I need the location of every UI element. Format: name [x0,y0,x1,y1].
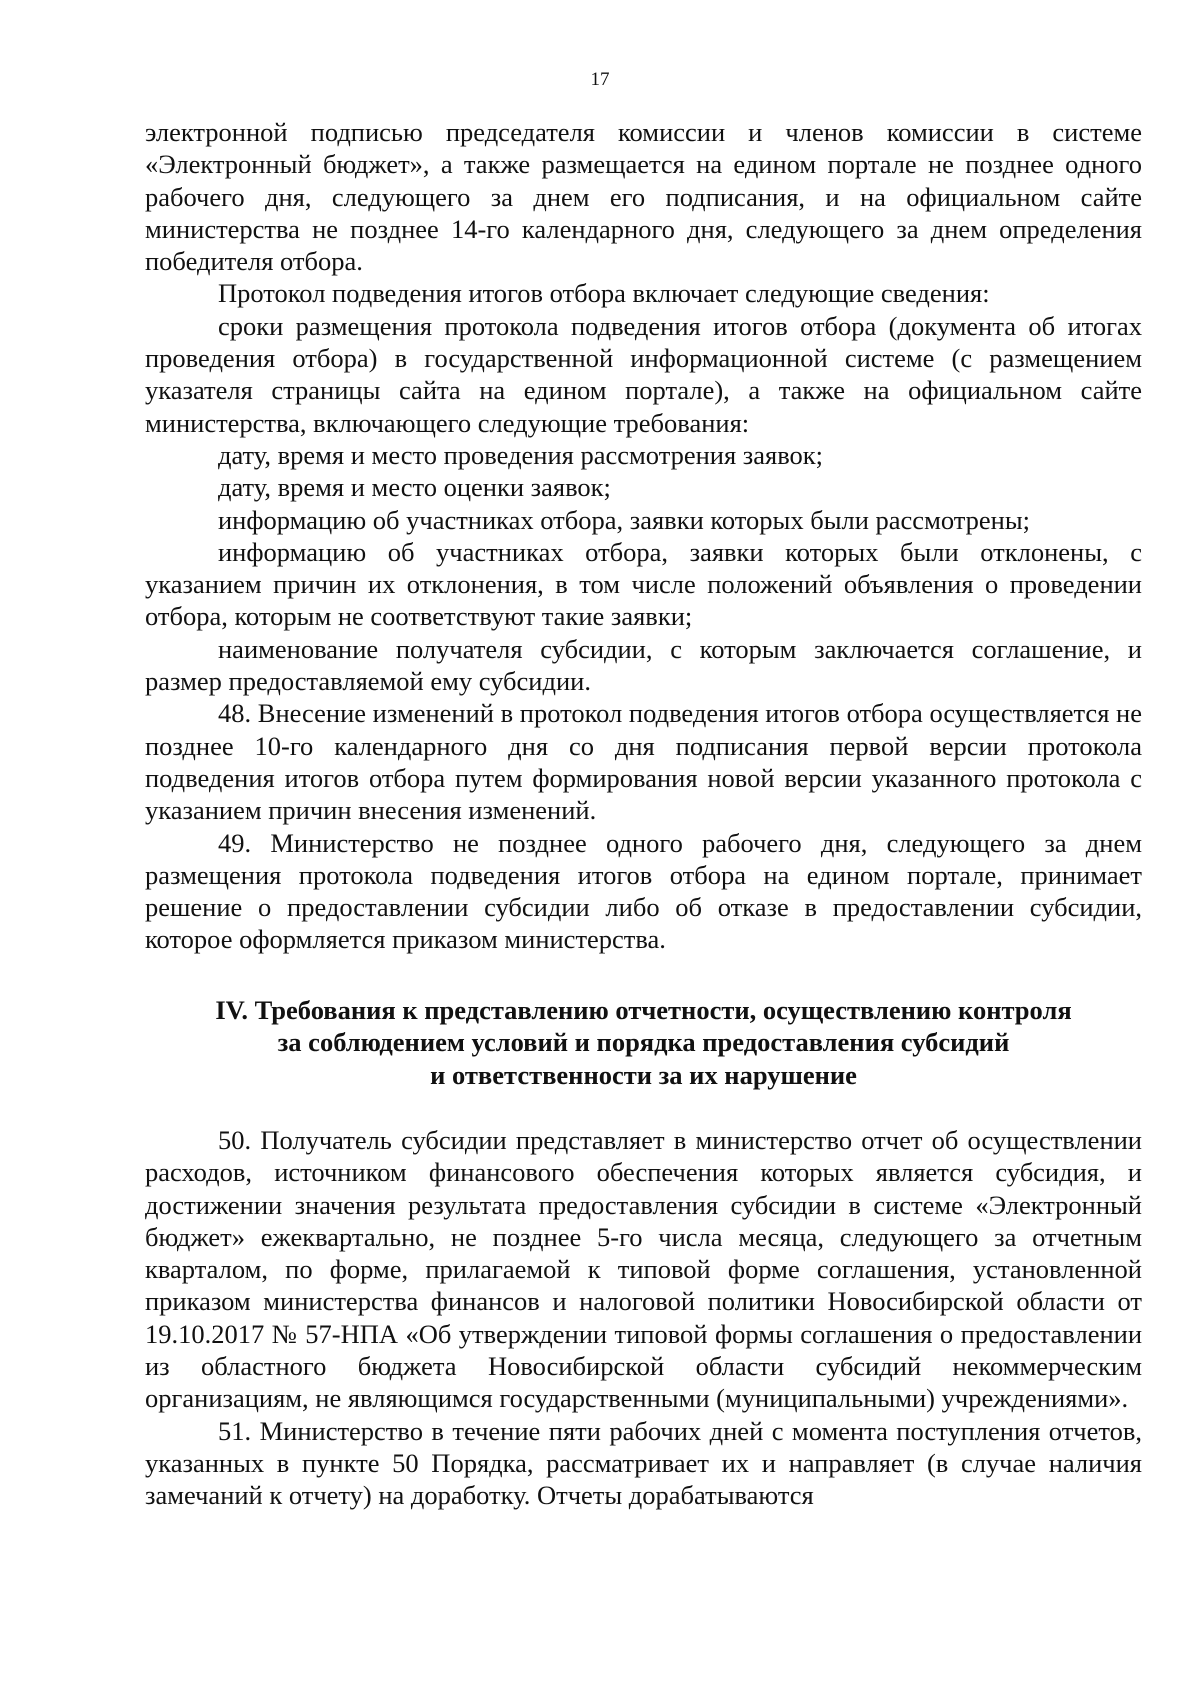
paragraph-protocol-contents: Протокол подведения итогов отбора включает следующие сведения: [218,278,990,309]
list-item-evaluation-date: дату, время и место оценки заявок; [218,472,611,503]
section-heading-line-1: IV. Требования к представлению отчетности, осуществлению контроля [215,995,1072,1025]
section-heading-line-3: и ответственности за их нарушение [430,1059,857,1090]
paragraph-50: 50. Получатель субсидии представляет в министерство отчет об осуществлении расходов, источником финансового обеспечения которых является субсидия, и достижении значения результата предоставления субсидии в системе «Электронный бюджет» ежеквартально, не позднее 5-го числа месяца, следующего за отчетным кварталом, по форме, прилагаемой к типовой форме соглашения, установленной приказом министерства финансов и налоговой политики Новосибирской области от 19.10.2017 № 57-НПА «Об утверждении типовой формы соглашения о предоставлении из областного бюджета Новосибирской области субсидий некоммерческим организациям, не являющимся государственными (муниципальными) учреждениями». [145,1125,1142,1414]
list-item-placement-terms: сроки размещения протокола подведения итогов отбора (документа об итогах проведения отбора) в государственной информационной системе (с размещением указателя страницы сайта на едином портале), а также на официальном сайте министерства, включающего следующие требования: [145,310,1142,438]
paragraph-continuation: электронной подписью председателя комиссии и членов комиссии в системе «Электронный бюджет», а также размещается на едином портале не позднее одного рабочего дня, следующего за днем его подписания, и на официальном сайте министерства не позднее 14-го календарного дня, следующего за днем определения победителя отбора. [145,117,1142,277]
page-number: 17 [590,69,610,90]
paragraph-51: 51. Министерство в течение пяти рабочих дней с момента поступления отчетов, указанных в пункте 50 Порядка, рассматривает их и направляет (в случае наличия замечаний к отчету) на доработку. Отчеты дорабатываются [145,1415,1142,1511]
paragraph-48: 48. Внесение изменений в протокол подведения итогов отбора осуществляется не позднее 10-го календарного дня со дня подписания первой версии протокола подведения итогов отбора путем формирования новой версии указанного протокола с указанием причин внесения изменений. [145,698,1142,826]
list-item-recipient-name: наименование получателя субсидии, с которым заключается соглашение, и размер предоставляемой ему субсидии. [145,633,1142,697]
paragraph-49: 49. Министерство не позднее одного рабочего дня, следующего за днем размещения протокола подведения итогов отбора на едином портале, принимает решение о предоставлении субсидии либо об отказе в предоставлении субсидии, которое оформляется приказом министерства. [145,827,1142,955]
list-item-review-date: дату, время и место проведения рассмотрения заявок; [218,439,824,470]
section-heading [145,994,1142,1091]
body-text-before-heading [145,116,1142,956]
list-item-rejected-participants: информацию об участниках отбора, заявки которых были отклонены, с указанием причин их отклонения, в том числе положений объявления о проведении отбора, которым не соответствуют такие заявки; [145,536,1142,632]
body-text-after-heading [145,1124,1142,1512]
section-heading-line-2: за соблюдением условий и порядка предоставления субсидий [277,1027,1010,1058]
list-item-reviewed-participants: информацию об участниках отбора, заявки которых были рассмотрены; [218,504,1031,535]
